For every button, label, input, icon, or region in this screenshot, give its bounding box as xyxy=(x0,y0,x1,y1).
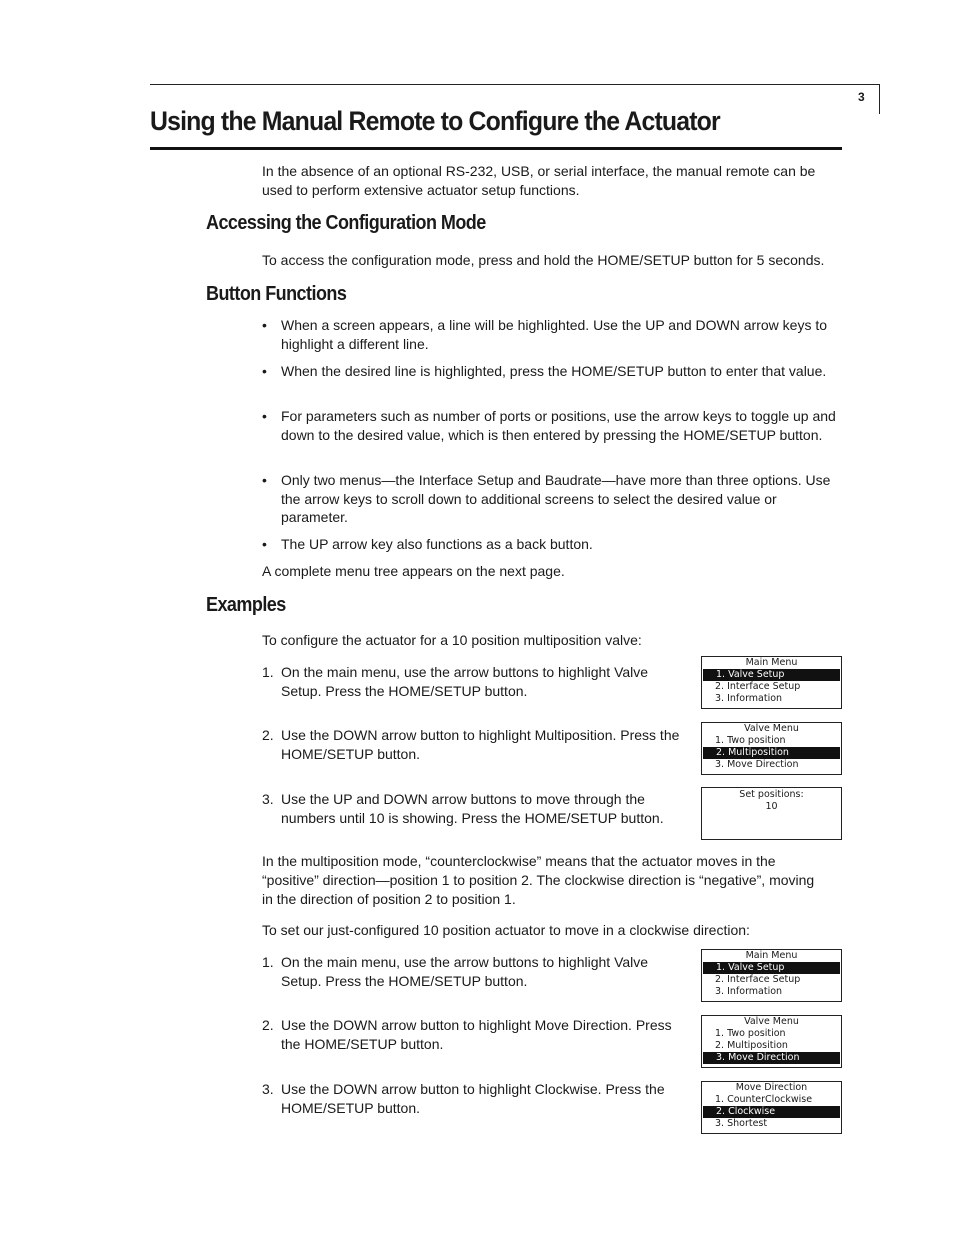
lcd-title: Set positions: xyxy=(739,789,804,800)
bullet-text: When a screen appears, a line will be highlighted. Use the UP and DOWN arrow keys to highlight a different line. xyxy=(281,317,828,352)
step-number: 3. xyxy=(262,791,274,807)
step-number: 2. xyxy=(262,727,274,743)
lcd-line-highlighted: 1. Valve Setup xyxy=(703,669,840,681)
bullet-text: When the desired line is highlighted, press the HOME/SETUP button to enter that value. xyxy=(281,363,827,379)
examples-intro-2: To set our just-configured 10 position actuator to move in a clockwise direction: xyxy=(262,922,750,938)
lcd-line-highlighted: 2. Clockwise xyxy=(703,1106,840,1118)
lcd-line: 2. Interface Setup xyxy=(715,974,801,985)
lcd-line: 3. Information xyxy=(715,986,783,997)
bullet-marker: • xyxy=(262,536,267,552)
button-functions-heading: Button Functions xyxy=(206,283,347,305)
config-mode-text: To access the configuration mode, press and hold the HOME/SETUP button for 5 seconds. xyxy=(262,252,825,268)
bullet-marker: • xyxy=(262,317,267,333)
lcd-title: Valve Menu xyxy=(744,723,799,734)
lcd-screen-main-menu xyxy=(701,949,842,1002)
step-text: Use the DOWN arrow button to highlight Move Direction. Press the HOME/SETUP button. xyxy=(281,1017,672,1052)
step-text: On the main menu, use the arrow buttons to highlight Valve Setup. Press the HOME/SETUP button. xyxy=(281,954,649,989)
examples-intro-1: To configure the actuator for a 10 position multiposition valve: xyxy=(262,632,642,648)
page-title: Using the Manual Remote to Configure the Actuator xyxy=(150,106,720,136)
header-rule xyxy=(150,84,880,85)
step-text: Use the DOWN arrow button to highlight Clockwise. Press the HOME/SETUP button. xyxy=(281,1081,665,1116)
lcd-line: 3. Move Direction xyxy=(715,759,799,770)
step-number: 1. xyxy=(262,954,274,970)
lcd-title: Valve Menu xyxy=(744,1016,799,1027)
lcd-line: 3. Shortest xyxy=(715,1118,768,1129)
bullet-text: For parameters such as number of ports or positions, use the arrow keys to toggle up and down to the desired value, which is then entered by pressing the HOME/SETUP button. xyxy=(281,408,836,443)
lcd-line: 2. Multiposition xyxy=(715,1040,788,1051)
bullet-marker: • xyxy=(262,363,267,379)
lcd-screen-move-direction xyxy=(701,1081,842,1134)
lcd-line-highlighted: 2. Multiposition xyxy=(703,747,840,759)
intro-paragraph: In the absence of an optional RS-232, USB, or serial interface, the manual remote can be used to perform extensive actuator setup functions. xyxy=(262,163,816,198)
title-underline xyxy=(150,147,842,150)
lcd-screen-valve-menu xyxy=(701,1015,842,1068)
lcd-title: Main Menu xyxy=(745,657,798,668)
lcd-screen-main-menu xyxy=(701,656,842,709)
lcd-title: Move Direction xyxy=(735,1082,808,1093)
lcd-screen-set-positions xyxy=(701,787,842,840)
bullet-marker: • xyxy=(262,472,267,488)
lcd-line: 1. CounterClockwise xyxy=(715,1094,813,1105)
lcd-value: 10 xyxy=(765,801,778,812)
page-number-rule xyxy=(879,84,880,114)
step-number: 3. xyxy=(262,1081,274,1097)
lcd-title: Main Menu xyxy=(745,950,798,961)
lcd-line: 1. Two position xyxy=(715,1028,786,1039)
menu-tree-note: A complete menu tree appears on the next page. xyxy=(262,563,565,579)
step-number: 1. xyxy=(262,664,274,680)
lcd-line-highlighted: 1. Valve Setup xyxy=(703,962,840,974)
step-number: 2. xyxy=(262,1017,274,1033)
lcd-line-highlighted: 3. Move Direction xyxy=(703,1052,840,1064)
bullet-text: Only two menus—the Interface Setup and Baudrate—have more than three options. Use the arrow keys to scroll down to additional screens to select the desired value or parameter. xyxy=(281,472,831,525)
step-text: On the main menu, use the arrow buttons to highlight Valve Setup. Press the HOME/SETUP button. xyxy=(281,664,649,699)
config-mode-heading: Accessing the Configuration Mode xyxy=(206,212,486,234)
lcd-line: 1. Two position xyxy=(715,735,786,746)
step-text: Use the UP and DOWN arrow buttons to move through the numbers until 10 is showing. Press the HOME/SETUP button. xyxy=(281,791,664,826)
bullet-marker: • xyxy=(262,408,267,424)
direction-explanation: In the multiposition mode, “counterclockwise” means that the actuator moves in the “positive” direction—position 1 to position 2. The clockwise direction is “negative”, moving in the direction of position 2 to position 1. xyxy=(262,853,815,907)
bullet-text: The UP arrow key also functions as a back button. xyxy=(281,536,593,552)
lcd-screen-valve-menu xyxy=(701,722,842,775)
examples-heading: Examples xyxy=(206,594,286,616)
lcd-line: 2. Interface Setup xyxy=(715,681,801,692)
page-number: 3 xyxy=(858,90,865,104)
lcd-line: 3. Information xyxy=(715,693,783,704)
step-text: Use the DOWN arrow button to highlight Multiposition. Press the HOME/SETUP button. xyxy=(281,727,680,762)
